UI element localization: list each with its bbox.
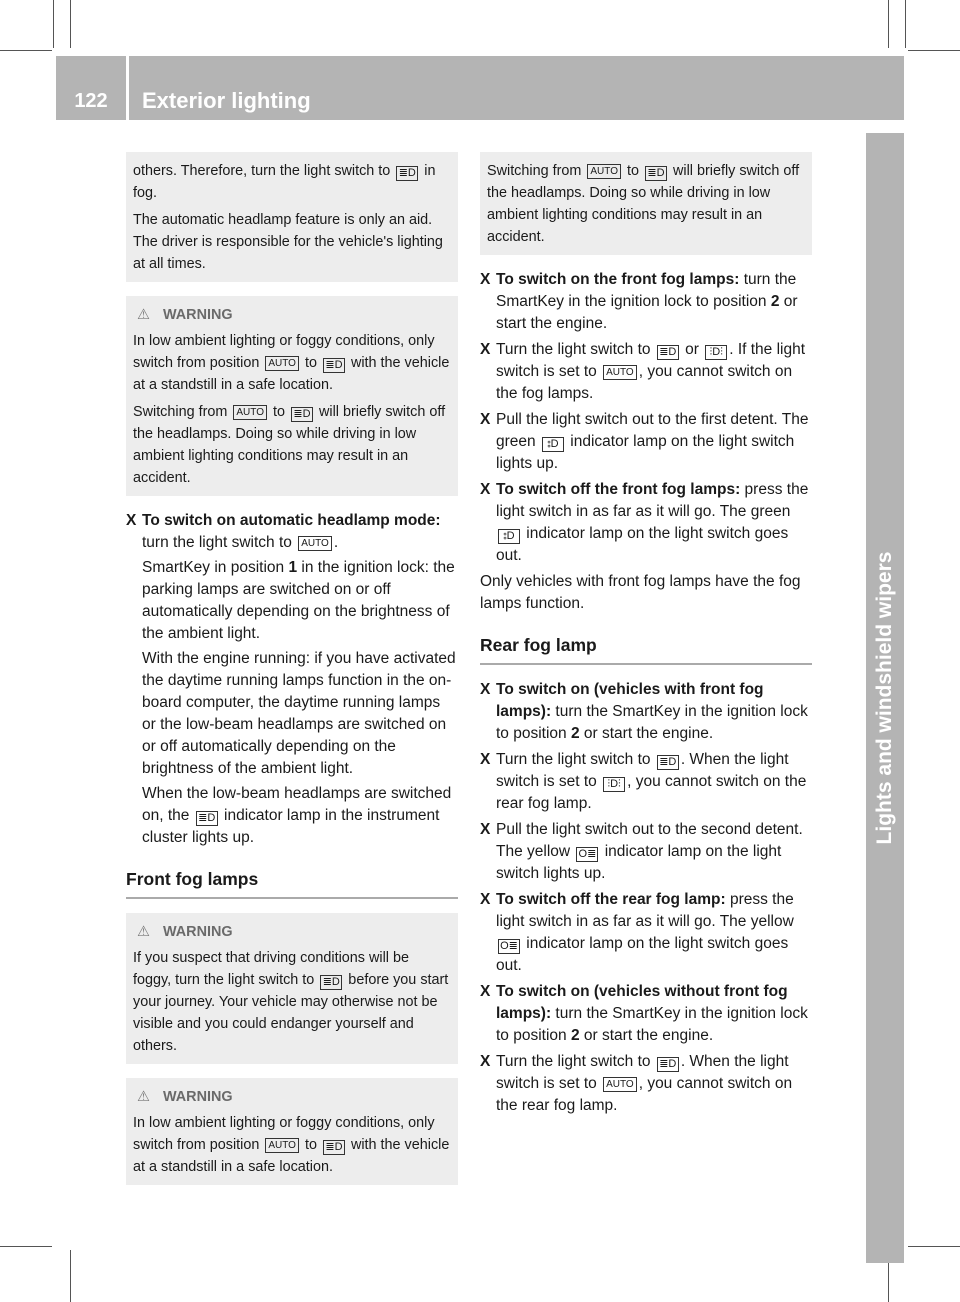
low-beam-icon: ≣D: [320, 975, 342, 990]
instruction-step: X Turn the light switch to ≣D . When the light switch is set to ⫶D⫶ , you cannot switch on the rear fog lamp.: [480, 751, 807, 812]
instruction-step: X Pull the light switch out to the first detent. The green ⦂D indicator lamp on the light switch lights up.: [480, 411, 809, 472]
step-marker-icon: X: [480, 751, 491, 768]
instruction-step: X To switch on (vehicles with front fog lamps): turn the SmartKey in the ignition lock to position 2 or start the engine.: [480, 681, 808, 742]
instruction-step: X Turn the light switch to ≣D or ⫶D⫶ . If the light switch is set to AUTO , you cannot switch on the fog lamps.: [480, 341, 806, 402]
rear-fog-icon: O≣: [498, 939, 520, 954]
rear-fog-icon: O≣: [576, 847, 598, 862]
page-number: 122: [74, 90, 108, 112]
warning-text: In low ambient lighting or foggy conditions, only switch from position AUTO to ≣D with the vehicle at a standstill in a safe location.: [133, 1115, 450, 1175]
warning-text: Switching from AUTO to ≣D will briefly switch off the headlamps. Doing so while driving in low ambient lighting conditions may result in an accident.: [487, 163, 800, 245]
auto-light-icon: AUTO: [265, 1138, 299, 1153]
crop-mark: [0, 1246, 52, 1247]
warning-heading: ⚠ WARNING: [133, 921, 451, 943]
auto-light-icon: AUTO: [298, 536, 332, 551]
step-marker-icon: X: [480, 983, 491, 1000]
warning-box: [126, 296, 458, 496]
crop-mark: [70, 0, 71, 48]
instruction-step: X To switch on the front fog lamps: turn the SmartKey in the ignition lock to position 2 or start the engine.: [480, 271, 798, 332]
left-column: [126, 152, 458, 1199]
warning-box-continued: [480, 152, 812, 255]
low-beam-icon: ≣D: [657, 755, 679, 770]
info-box: [126, 152, 458, 282]
auto-light-icon: AUTO: [265, 356, 299, 371]
crop-mark: [53, 0, 54, 48]
step-marker-icon: X: [480, 481, 491, 498]
crop-mark: [70, 1250, 71, 1302]
header-divider: [126, 56, 129, 120]
auto-light-icon: AUTO: [233, 405, 267, 420]
low-beam-icon: ≣D: [291, 407, 313, 422]
parking-lamp-icon: ⫶D⫶: [705, 345, 727, 360]
warning-triangle-icon: ⚠: [137, 924, 150, 940]
info-paragraph: others. Therefore, turn the light switch to ≣D in fog.: [133, 163, 436, 201]
warning-heading: ⚠ WARNING: [133, 1086, 451, 1108]
rear-fog-steps: [480, 679, 812, 1117]
low-beam-icon: ≣D: [323, 358, 345, 373]
chapter-tab: [866, 133, 904, 1263]
warning-triangle-icon: ⚠: [137, 307, 150, 323]
warning-triangle-icon: ⚠: [137, 1089, 150, 1105]
warning-box: [126, 913, 458, 1064]
auto-light-icon: AUTO: [603, 1077, 637, 1092]
crop-mark: [0, 50, 52, 51]
low-beam-icon: ≣D: [196, 811, 218, 826]
step-marker-icon: X: [480, 891, 491, 908]
front-fog-icon: ⦂D: [498, 529, 520, 544]
front-fog-steps: [480, 269, 812, 567]
low-beam-icon: ≣D: [323, 1140, 345, 1155]
low-beam-icon: ≣D: [657, 345, 679, 360]
auto-light-icon: AUTO: [603, 365, 637, 380]
crop-mark: [908, 50, 960, 51]
step-marker-icon: X: [480, 1053, 491, 1070]
instruction-step: X Pull the light switch out to the second detent. The yellow O≣ indicator lamp on the light switch lights up.: [480, 821, 803, 882]
warning-text: In low ambient lighting or foggy conditions, only switch from position AUTO to ≣D with the vehicle at a standstill in a safe location.: [133, 333, 450, 393]
step-marker-icon: X: [480, 821, 491, 838]
warning-box: [126, 1078, 458, 1185]
crop-mark: [908, 1246, 960, 1247]
step-marker-icon: X: [480, 271, 491, 288]
step-detail: With the engine running: if you have activated the daytime running lamps function in the on-board computer, the daytime running lamps or the low-beam headlamps are switched on or off automatically depending on the brightness of the ambient light.: [142, 650, 456, 777]
auto-light-icon: AUTO: [587, 164, 621, 179]
low-beam-icon: ≣D: [657, 1057, 679, 1072]
note-paragraph: Only vehicles with front fog lamps have the fog lamps function.: [480, 573, 801, 612]
section-heading-front-fog: Front fog lamps: [126, 867, 458, 899]
low-beam-icon: ≣D: [396, 166, 418, 181]
warning-text: Switching from AUTO to ≣D will briefly switch off the headlamps. Doing so while driving in low ambient lighting conditions may result in an accident.: [133, 404, 446, 486]
section-heading-rear-fog: Rear fog lamp: [480, 633, 812, 665]
right-column: [480, 152, 812, 1121]
step-marker-icon: X: [480, 411, 491, 428]
step-marker-icon: X: [480, 341, 491, 358]
crop-mark: [905, 0, 906, 48]
instruction-step: X Turn the light switch to ≣D . When the light switch is set to AUTO , you cannot switch on the rear fog lamp.: [480, 1053, 793, 1114]
instruction-step: X To switch off the front fog lamps: press the light switch in as far as it will go. The green ⦂D indicator lamp on the light switch goes out.: [480, 481, 809, 564]
step-detail: When the low-beam headlamps are switched on, the ≣D indicator lamp in the instrument cluster lights up.: [142, 785, 452, 846]
warning-heading: ⚠ WARNING: [133, 304, 451, 326]
page-title: Exterior lighting: [142, 88, 311, 113]
instruction-step: X To switch on (vehicles without front fog lamps): turn the SmartKey in the ignition lock to position 2 or start the engine.: [480, 983, 808, 1044]
step-marker-icon: X: [126, 512, 137, 529]
parking-lamp-icon: ⫶D⫶: [603, 777, 625, 792]
low-beam-icon: ≣D: [645, 166, 667, 181]
info-paragraph: The automatic headlamp feature is only an aid. The driver is responsible for the vehicle's lighting at all times.: [133, 212, 443, 272]
chapter-title: Lights and windshield wipers: [873, 551, 896, 845]
page-header: [56, 56, 904, 120]
instruction-step: X To switch on automatic headlamp mode: turn the light switch to AUTO . SmartKey in position 1 in the ignition lock: the parking lamps are switched on or off automatically depending on the brightness of the ambient light. With the engine running: if you have activated the daytime running lamps function in the on-board computer, the daytime running lamps or the low-beam headlamps are switched on or off automatically depending on the brightness of the ambient light. When the low-beam headlamps are switched on, the ≣D indicator lamp in the instrument cluster lights up.: [126, 510, 458, 849]
step-detail: SmartKey in position 1 in the ignition lock: the parking lamps are switched on or off automatically depending on the brightness of the ambient light.: [142, 559, 455, 642]
step-marker-icon: X: [480, 681, 491, 698]
warning-text: If you suspect that driving conditions will be foggy, turn the light switch to ≣D before you start your journey. Your vehicle may otherwise not be visible and you could endanger yourself and others.: [133, 950, 449, 1054]
crop-mark: [888, 0, 889, 48]
front-fog-icon: ⦂D: [542, 437, 564, 452]
instruction-step: X To switch off the rear fog lamp: press the light switch in as far as it will go. The yellow O≣ indicator lamp on the light switch goes out.: [480, 891, 794, 974]
